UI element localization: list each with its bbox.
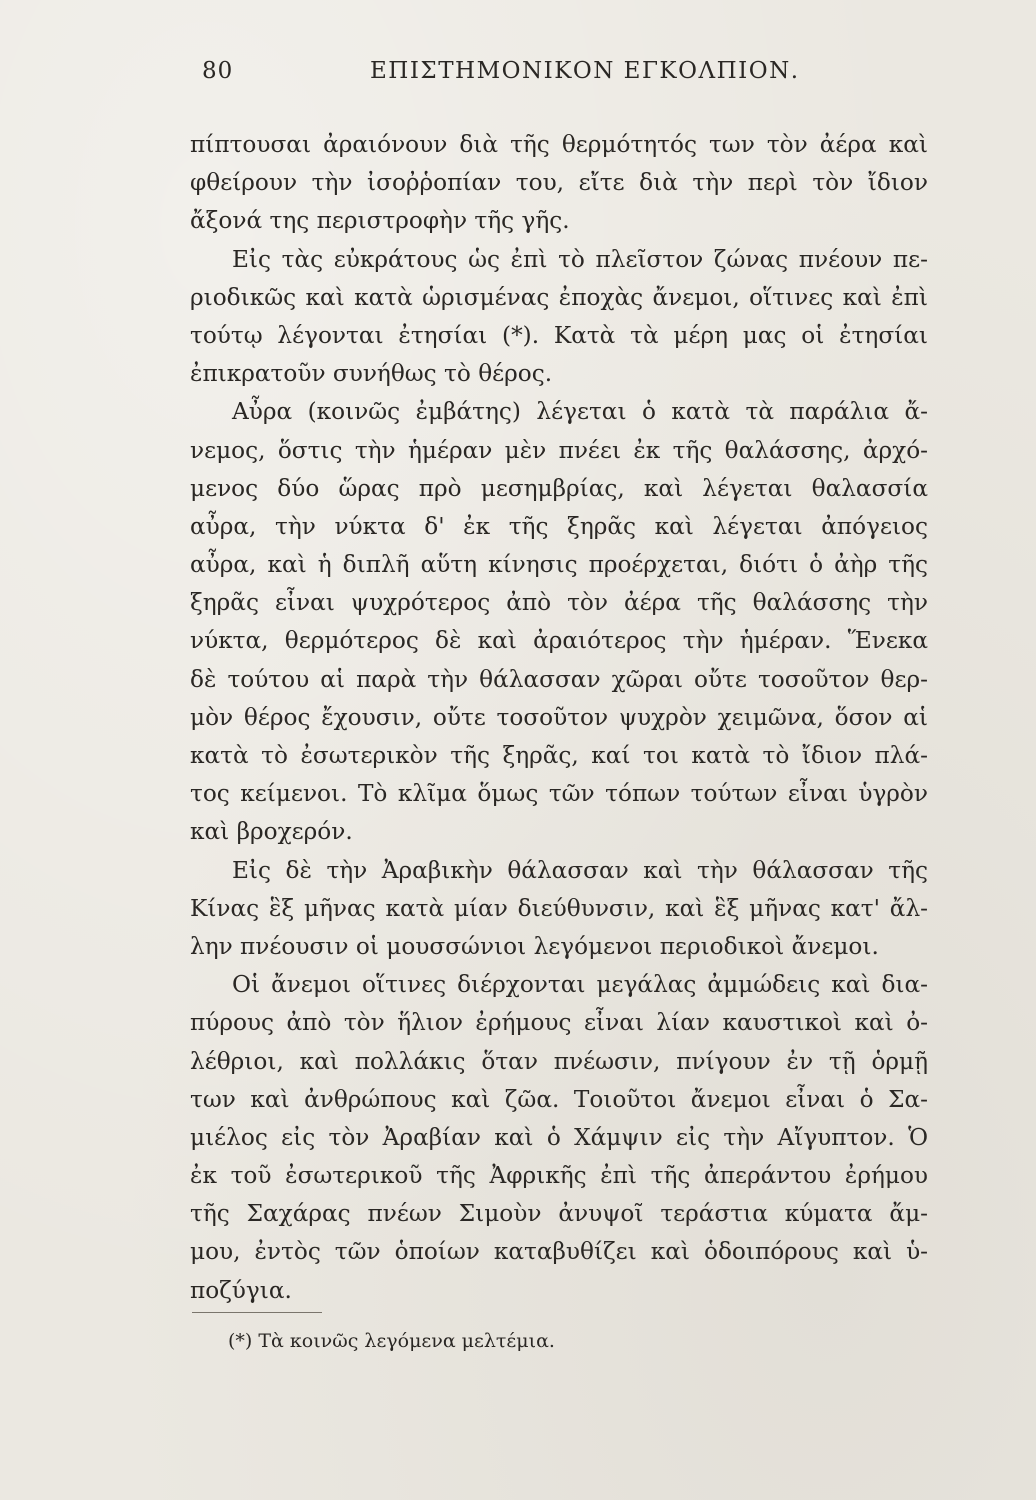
text-line: ἐπικρατοῦν συνήθως τὸ θέρος. (190, 360, 553, 388)
text-line: κατὰ τὸ ἐσωτερικὸν τῆς ξηρᾶς, καί τοι κατὰ τὸ ἴδιον πλά- (190, 742, 928, 769)
text-line: πίπτουσαι ἀραιόνουν διὰ τῆς θερμότητός των τὸν ἀέρα καὶ (190, 131, 928, 158)
text-line: νύκτα, θερμότερος δὲ καὶ ἀραιότερος τὴν ἡμέραν. Ἕνεκα (190, 627, 928, 655)
text-line: μὸν θέρος ἔχουσιν, οὔτε τοσοῦτον ψυχρὸν χειμῶνα, ὅσον αἱ (190, 703, 928, 731)
text-line: Αὖρα (κοινῶς ἐμβάτης) λέγεται ὁ κατὰ τὰ παράλια ἄ- (232, 398, 928, 426)
text-line: Κίνας ἓξ μῆνας κατὰ μίαν διεύθυνσιν, καὶ ἓξ μῆνας κατ' ἄλ- (190, 894, 928, 922)
text-line: ἄξονά της περιστροφὴν τῆς γῆς. (190, 207, 570, 235)
text-line: των καὶ ἀνθρώπους καὶ ζῶα. Τοιοῦτοι ἄνεμοι εἶναι ὁ Σα- (190, 1085, 928, 1113)
text-line: τούτῳ λέγονται ἐτησίαι (*). Κατὰ τὰ μέρη μας οἱ ἐτησίαι (190, 321, 928, 349)
text-line: ἐκ τοῦ ἐσωτερικοῦ τῆς Ἀφρικῆς ἐπὶ τῆς ἀπεράντου ἐρήμου (190, 1162, 928, 1190)
text-line: νεμος, ὅστις τὴν ἡμέραν μὲν πνέει ἐκ τῆς θαλάσσης, ἀρχό- (190, 436, 928, 464)
text-line: φθείρουν τὴν ἰσοῤῥοπίαν του, εἴτε διὰ τὴν περὶ τὸν ἴδιον (190, 169, 928, 197)
text-line: τῆς Σαχάρας πνέων Σιμοὺν ἀνυψοῖ τεράστια κύματα ἄμ- (190, 1200, 928, 1228)
text-line: Εἰς τὰς εὐκράτους ὡς ἐπὶ τὸ πλεῖστον ζώνας πνέουν πε- (232, 245, 928, 273)
text-line: καὶ βροχερόν. (190, 818, 353, 846)
text-line: μου, ἐντὸς τῶν ὁποίων καταβυθίζει καὶ ὁδοιπόρους καὶ ὑ- (190, 1238, 928, 1266)
text-line: δὲ τούτου αἱ παρὰ τὴν θάλασσαν χῶραι οὔτε τοσοῦτον θερ- (190, 665, 928, 693)
running-title: ΕΠΙΣΤΗΜΟΝΙΚΟΝ ΕΓΚΟΛΠΙΟΝ. (370, 58, 800, 84)
text-line: ποζύγια. (190, 1276, 292, 1304)
text-line: λην πνέουσιν οἱ μουσσώνιοι λεγόμενοι περιοδικοὶ ἄνεμοι. (190, 932, 879, 960)
text-line: αὖρα, τὴν νύκτα δ' ἐκ τῆς ξηρᾶς καὶ λέγεται ἀπόγειος (190, 512, 928, 540)
text-line: πύρους ἀπὸ τὸν ἥλιον ἐρήμους εἶναι λίαν καυστικοὶ καὶ ὀ- (190, 1009, 928, 1037)
text-line: αὖρα, καὶ ἡ διπλῆ αὕτη κίνησις προέρχεται, διότι ὁ ἀὴρ τῆς (190, 551, 928, 579)
text-line: τος κείμενοι. Τὸ κλῖμα ὅμως τῶν τόπων τούτων εἶναι ὑγρὸν (190, 780, 928, 808)
text-line: μιέλος εἰς τὸν Ἀραβίαν καὶ ὁ Χάμψιν εἰς τὴν Αἴγυπτον. Ὁ (190, 1123, 928, 1151)
page-header (202, 58, 922, 98)
text-line: λέθριοι, καὶ πολλάκις ὅταν πνέωσιν, πνίγουν ἐν τῇ ὁρμῇ (190, 1047, 928, 1075)
text-line: ριοδικῶς καὶ κατὰ ὡρισμένας ἐποχὰς ἄνεμοι, οἵτινες καὶ ἐπὶ (190, 283, 928, 311)
text-line: μενος δύο ὥρας πρὸ μεσημβρίας, καὶ λέγεται θαλασσία (190, 474, 928, 502)
text-line: Εἰς δὲ τὴν Ἀραβικὴν θάλασσαν καὶ τὴν θάλασσαν τῆς (232, 856, 928, 884)
text-line: Οἱ ἄνεμοι οἵτινες διέρχονται μεγάλας ἀμμώδεις καὶ δια- (232, 971, 928, 999)
text-line: ξηρᾶς εἶναι ψυχρότερος ἀπὸ τὸν ἀέρα τῆς θαλάσσης τὴν (190, 589, 928, 617)
footnote-rule (192, 1312, 322, 1313)
page-number: 80 (202, 58, 234, 84)
footnote: (*) Τὰ κοινῶς λεγόμενα μελτέμια. (228, 1330, 555, 1352)
body-text (190, 126, 928, 1310)
